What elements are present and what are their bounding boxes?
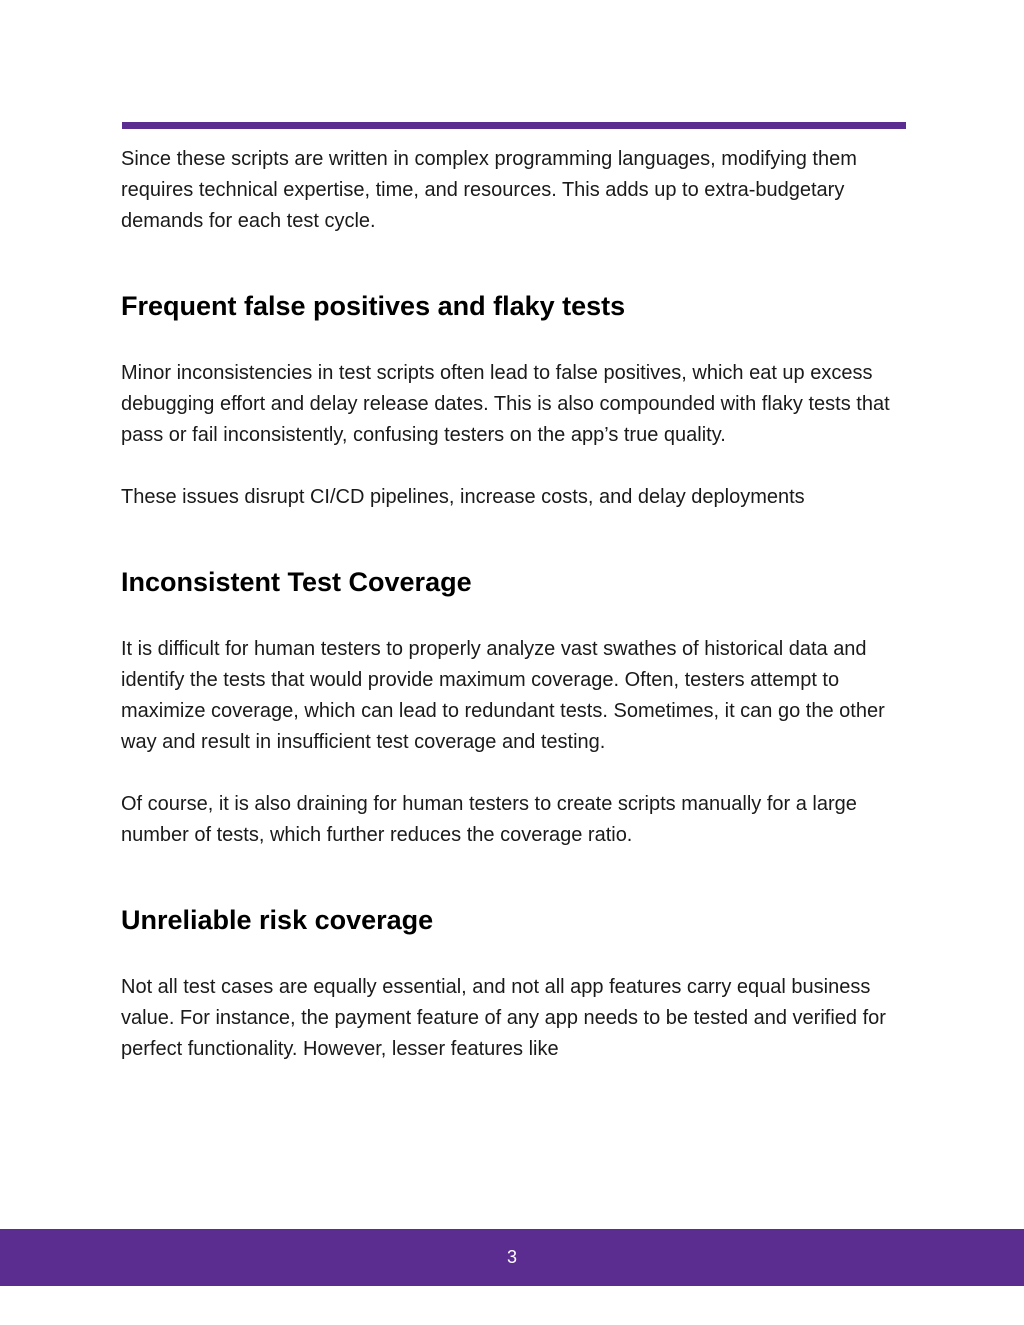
section-paragraph: It is difficult for human testers to properly analyze vast swathes of historical data and identify the tests that would provide maximum coverage. Often, testers attempt to maximize coverage, which can lead to redundant tests. Sometimes, it can go the other way and result in insufficient test coverage and testing. xyxy=(121,638,885,753)
section-heading-test-coverage: Inconsistent Test Coverage xyxy=(121,567,472,597)
section-heading-risk-coverage: Unreliable risk coverage xyxy=(121,905,434,935)
intro-paragraph: Since these scripts are written in complex programming languages, modifying them requires technical expertise, time, and resources. This adds up to extra-budgetary demands for each test cycle. xyxy=(121,148,857,232)
section-paragraph: These issues disrupt CI/CD pipelines, increase costs, and delay deployments xyxy=(121,486,805,508)
top-divider xyxy=(122,122,906,129)
section-paragraph: Not all test cases are equally essential, and not all app features carry equal business value. For instance, the payment feature of any app needs to be tested and verified for perfect functionality. However, lesser features like xyxy=(121,976,886,1060)
page-number: 3 xyxy=(506,1247,517,1267)
section-heading-false-positives: Frequent false positives and flaky tests xyxy=(121,291,626,321)
section-paragraph: Of course, it is also draining for human testers to create scripts manually for a large number of tests, which further reduces the coverage ratio. xyxy=(121,793,857,846)
section-paragraph: Minor inconsistencies in test scripts often lead to false positives, which eat up excess debugging effort and delay release dates. This is also compounded with flaky tests that pass or fail inconsistently, confusing testers on the app’s true quality. xyxy=(121,362,890,446)
footer-bar xyxy=(0,1229,1024,1286)
page-content xyxy=(121,144,911,1065)
